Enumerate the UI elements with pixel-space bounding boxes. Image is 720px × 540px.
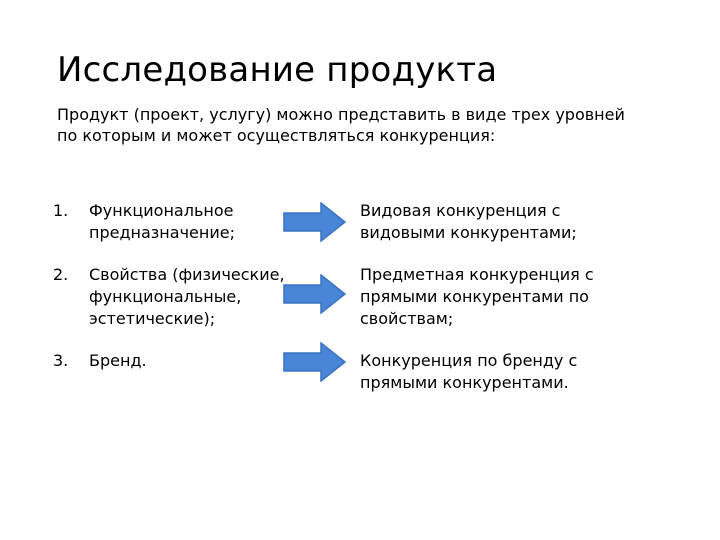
- product-level-line: Функциональное: [89, 201, 234, 220]
- intro-line: Продукт (проект, услугу) можно представить в виде трех уровней: [57, 105, 625, 124]
- product-level-line: Бренд.: [89, 351, 147, 370]
- competition-type-line: свойствам;: [360, 309, 454, 328]
- product-level-line: Свойства (физические,: [89, 265, 285, 284]
- competition-type: [360, 200, 650, 244]
- slide-title: Исследование продукта: [57, 50, 498, 90]
- competition-type-line: прямыми конкурентами по: [360, 287, 589, 306]
- list-item-number: 2.: [53, 265, 69, 284]
- product-level: [89, 350, 309, 372]
- right-arrow-icon: [283, 342, 347, 382]
- competition-type-line: Предметная конкуренция с: [360, 265, 594, 284]
- product-level-line: предназначение;: [89, 223, 235, 242]
- list-item-number: 1.: [53, 201, 69, 220]
- right-arrow-icon: [283, 274, 347, 314]
- competition-type-line: видовыми конкурентами;: [360, 223, 577, 242]
- list-item-number: 3.: [53, 351, 69, 370]
- competition-type-line: Видовая конкуренция с: [360, 201, 561, 220]
- intro-line: по которым и может осуществляться конкуренция:: [57, 126, 496, 145]
- intro-text: [57, 104, 677, 146]
- competition-type: [360, 264, 650, 330]
- product-level: [89, 200, 309, 244]
- competition-type-line: Конкуренция по бренду с: [360, 351, 578, 370]
- right-arrow-icon: [283, 202, 347, 242]
- product-level-line: функциональные,: [89, 287, 242, 306]
- product-level: [89, 264, 309, 330]
- competition-type-line: прямыми конкурентами.: [360, 373, 569, 392]
- product-level-line: эстетические);: [89, 309, 216, 328]
- competition-type: [360, 350, 650, 394]
